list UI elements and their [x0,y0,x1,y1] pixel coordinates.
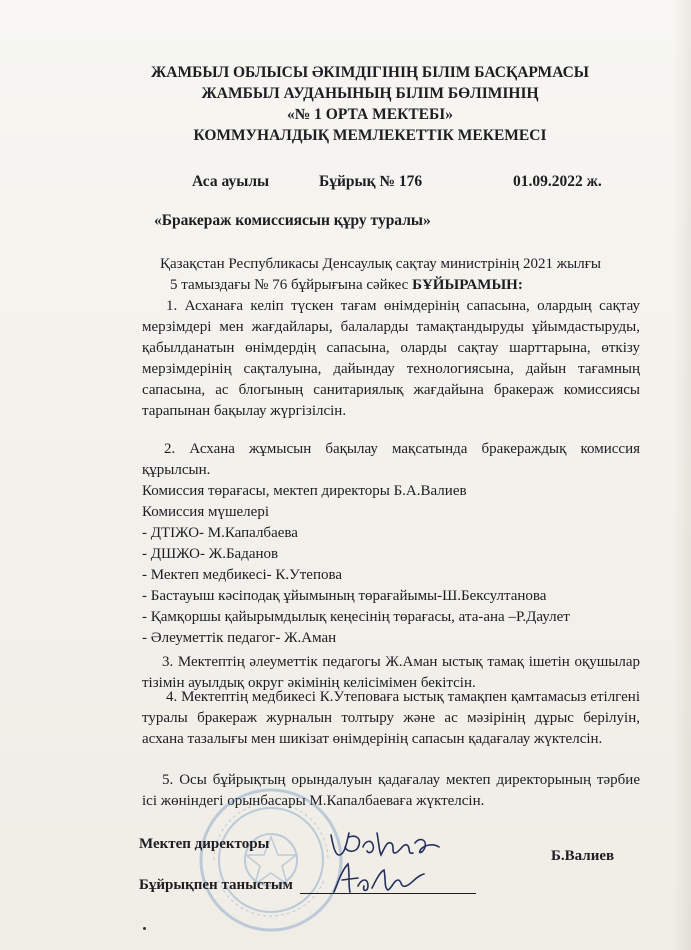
letterhead-line-1: ЖАМБЫЛ ОБЛЫСЫ ӘКІМДІГІНІҢ БІЛІМ БАСҚАРМАСЫ [150,64,590,81]
order-date: 01.09.2022 ж. [513,173,602,190]
preamble [142,254,640,296]
item-1: 1. Асханаға келіп түскен тағам өнімдерінің сапасына, олардың сақтау мерзімдері мен жағдайлары, балаларды тамақтандыруды ұйымдастыруды, қабылданатын өнімдердің сапасына, оларды сақтау шарттарына, өткізу мерзімдерінің сақталуына, дайындау технологиясына, дайын тағамның сапасына, ас блогының санитариялық жағдайына бракераж комиссиясы тарапынан бақылау жүргізілсін. [142,298,640,419]
commission-members-title: Комиссия мүшелері [142,504,269,520]
item-4: 4. Мектептің медбикесі К.Утеповаға ыстық тамақпен қамтамасыз етілгені туралы бракераж журналын толтыру және ас мәзірінің дұрыс берілуін, асхана тазалығы мен шикізат өнімдерінің сапасын қадағалау жүктелсін. [142,689,640,747]
letterhead-line-3: «№ 1 ОРТА МЕКТЕБІ» [286,106,454,123]
commission-member: - Қамқоршы қайырымдылық кеңесінің төрағасы, ата-ана –Р.Даулет [142,609,570,625]
preamble-line-2 [142,275,640,296]
letterhead [120,62,620,146]
commission-member: - Әлеуметтік педагог- Ж.Аман [142,630,337,646]
page-edge-shadow [673,0,691,950]
school-stamp [196,785,346,935]
commission-member: - ДШЖО- Ж.Баданов [142,546,279,562]
letterhead-line-4: КОММУНАЛДЫҚ МЕМЛЕКЕТТІК МЕКЕМЕСІ [193,127,547,144]
acquainted-label: Бұйрықпен таныстым [139,877,293,893]
commission-member: - ДТІЖО- М.Капалбаева [142,525,298,541]
item-2: 2. Асхана жұмысын бақылау мақсатында бракераждық комиссия құрылсын. [142,441,640,478]
ink-dot [143,927,146,930]
preamble-line-2-text: 5 тамыздағы № 76 бұйрығына сәйкес [170,277,413,293]
preamble-line-1: Қазақстан Республикасы Денсаулық сақтау министрінің 2021 жылғы [160,256,601,272]
item-5: 5. Осы бұйрықтың орындалуын қадағалау мектеп директорының тәрбие ісі жөніндегі орынбасары М.Капалбаеваға жүктелсін. [142,772,640,809]
order-number: Бұйрық № 176 [319,173,423,190]
village-name: Аса ауылы [192,173,270,190]
order-subject: «Бракераж комиссиясын құру туралы» [154,212,431,229]
director-label: Мектеп директоры [139,836,270,852]
acquainted-signature [328,858,428,898]
letterhead-line-2: ЖАМБЫЛ АУДАНЫНЫҢ БІЛІМ БӨЛІМІНІҢ [201,85,539,102]
commission-chair: Комиссия төрағасы, мектеп директоры Б.А.Валиев [142,483,467,499]
commission-block [142,481,640,649]
order-keyword: БҰЙЫРАМЫН: [412,277,523,293]
director-name: Б.Валиев [551,848,615,864]
commission-member: - Мектеп медбикесі- К.Утепова [142,567,343,583]
item-3: 3. Мектептің әлеуметтік педагогы Ж.Аман ыстық тамақ ішетін оқушылар тізімін ауылдық округ әкімінің келісімімен бекітсін. [142,654,640,691]
commission-member: - Бастауыш кәсіподақ ұйымының төрағайымы-Ш.Бексултанова [142,588,547,604]
